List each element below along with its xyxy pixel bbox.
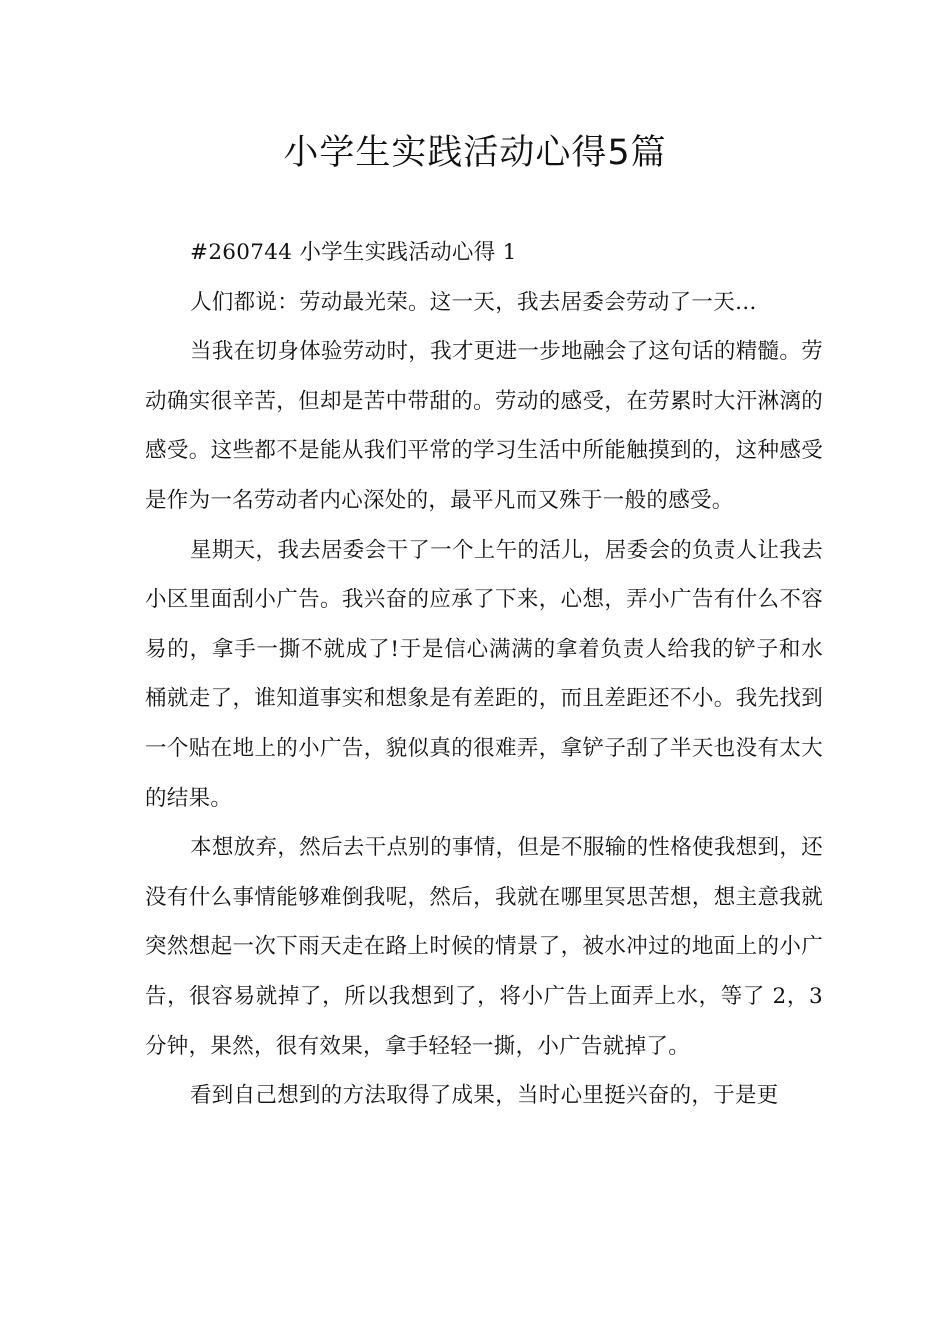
paragraph: 人们都说：劳动最光荣。这一天，我去居委会劳动了一天… — [190, 289, 757, 315]
document-title: 小学生实践活动心得5篇 — [283, 133, 667, 173]
document-body — [145, 228, 823, 1121]
paragraph: 看到自己想到的方法取得了成果，当时心里挺兴奋的，于是更 — [190, 1083, 779, 1109]
paragraph: 星期天，我去居委会干了一个上午的活儿，居委会的负责人让我去小区里面刮小广告。我兴奋的应承了下来，心想，弄小广告有什么不容易的，拿手一撕不就成了!于是信心满满的拿着负责人给我的铲子和水桶就走了，谁知道事实和想象是有差距的，而且差距还不小。我先找到一个贴在地上的小广告，貌似真的很难弄，拿铲子刮了半天也没有太大的结果。 — [145, 537, 823, 811]
paragraph-heading: #260744 小学生实践活动心得 1 — [190, 240, 517, 265]
paragraph: 本想放弃，然后去干点别的事情，但是不服输的性格使我想到，还没有什么事情能够难倒我呢，然后，我就在哪里冥思苦想，想主意我就突然想起一次下雨天走在路上时候的情景了，被水冲过的地面上的小广告，很容易就掉了，所以我想到了，将小广告上面弄上水，等了 2，3 分钟，果然，很有效果，拿手轻轻一撕，小广告就掉了。 — [145, 835, 823, 1059]
paragraph: 当我在切身体验劳动时，我才更进一步地融会了这句话的精髓。劳动确实很辛苦，但却是苦中带甜的。劳动的感受，在劳累时大汗淋漓的感受。这些都不是能从我们平常的学习生活中所能触摸到的，这种感受是作为一名劳动者内心深处的，最平凡而又殊于一般的感受。 — [145, 339, 823, 513]
